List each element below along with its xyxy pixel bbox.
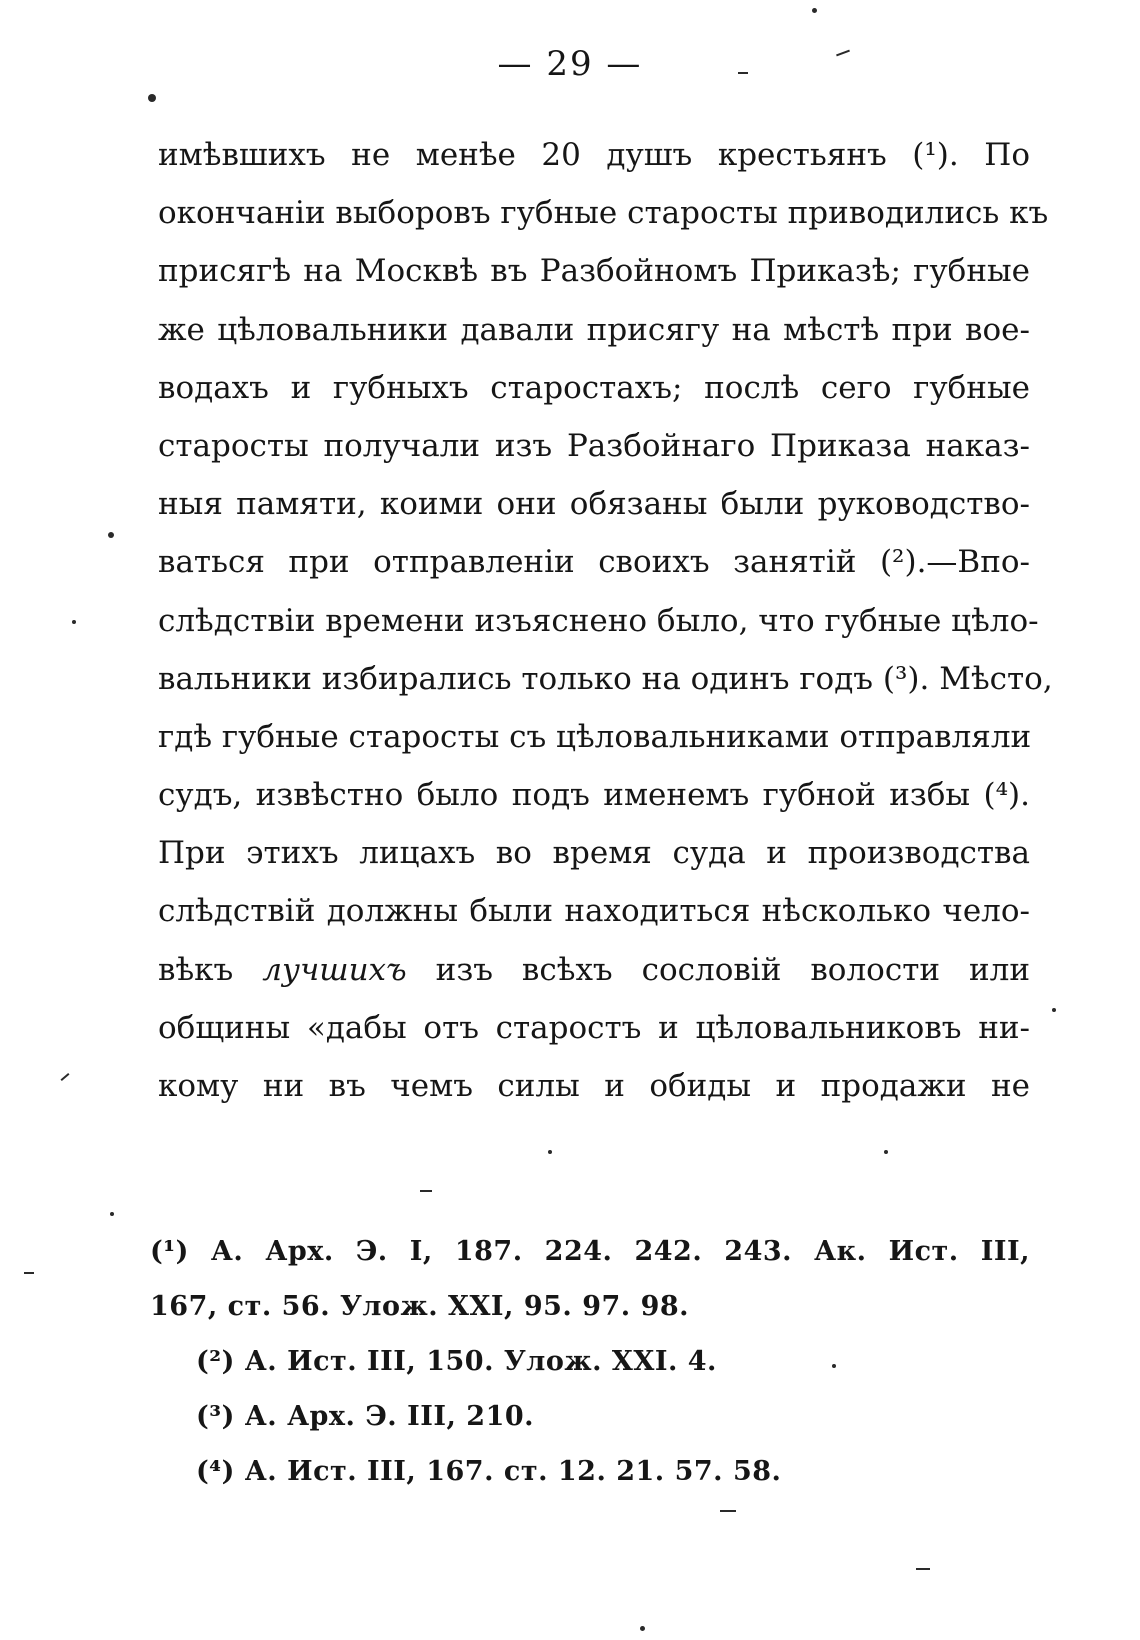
scan-speck [108, 532, 114, 538]
text-line: старосты получали изъ Разбойнаго Приказа наказ- [158, 427, 1030, 464]
text-line: же цѣловальники давали присягу на мѣстѣ при вое- [158, 311, 1030, 348]
text-line: гдѣ губные старосты съ цѣловальниками отправляли [158, 718, 1032, 755]
footnote-4: (⁴) А. Ист. III, 167. ст. 12. 21. 57. 58. [196, 1456, 782, 1487]
text-line: ваться при отправленіи своихъ занятій (²).—Впо- [158, 544, 1030, 581]
scan-mark [420, 1190, 432, 1192]
text-line: окончаніи выборовъ губные старосты приводились къ [158, 195, 1049, 232]
scan-speck [148, 94, 156, 102]
footnotes [150, 1224, 1030, 1499]
scan-speck [72, 620, 76, 624]
body-text [158, 126, 1053, 1115]
text-segment: вѣкъ [158, 951, 234, 988]
text-line: общины «дабы отъ старостъ и цѣловальниковъ ни- [158, 1009, 1030, 1046]
text-segment: изъ всѣхъ сословій волости или [435, 951, 1030, 988]
scan-speck [884, 1150, 888, 1154]
text-line: вальники избирались только на одинъ годъ (³). Мѣсто, [158, 660, 1053, 697]
text-line: имѣвшихъ не менѣе 20 душъ крестьянъ (¹). По [158, 137, 1030, 173]
scan-speck [1052, 1008, 1056, 1012]
scan-speck [548, 1150, 552, 1154]
scan-mark [738, 72, 748, 74]
scan-mark [61, 1073, 70, 1081]
text-line-with-emphasis [158, 941, 1030, 999]
text-line: ныя памяти, коими они обязаны были руководство- [158, 486, 1030, 523]
scan-mark [24, 1272, 34, 1274]
scan-speck [640, 1626, 645, 1631]
text-line: кому ни въ чемъ силы и обиды и продажи не [158, 1068, 1030, 1104]
emphasized-word: лучшихъ [262, 951, 407, 988]
footnote-1: (¹) А. Арх. Э. I, 187. 224. 242. 243. Ак. Ист. III, [150, 1236, 1030, 1267]
page-number: — 29 — [497, 44, 643, 84]
scan-mark [916, 1568, 930, 1570]
footnote-3: (³) А. Арх. Э. III, 210. [196, 1401, 535, 1432]
text-line: судъ, извѣстно было подъ именемъ губной избы (⁴). [158, 777, 1030, 814]
text-line: водахъ и губныхъ старостахъ; послѣ сего губные [158, 369, 1030, 406]
footnote-1-continuation: 167, ст. 56. Улож. XXI, 95. 97. 98. [150, 1291, 690, 1322]
scan-speck [812, 8, 817, 13]
scan-speck [110, 1212, 114, 1216]
scan-speck [832, 1364, 836, 1368]
scan-mark [720, 1510, 736, 1512]
footnote-2: (²) А. Ист. III, 150. Улож. XXI. 4. [196, 1346, 717, 1377]
text-line: слѣдствій должны были находиться нѣсколько чело- [158, 893, 1030, 930]
text-line: При этихъ лицахъ во время суда и производства [158, 835, 1030, 872]
text-line: присягѣ на Москвѣ въ Разбойномъ Приказѣ; губные [158, 253, 1030, 290]
text-line: слѣдствіи времени изъяснено было, что губные цѣло- [158, 602, 1039, 639]
